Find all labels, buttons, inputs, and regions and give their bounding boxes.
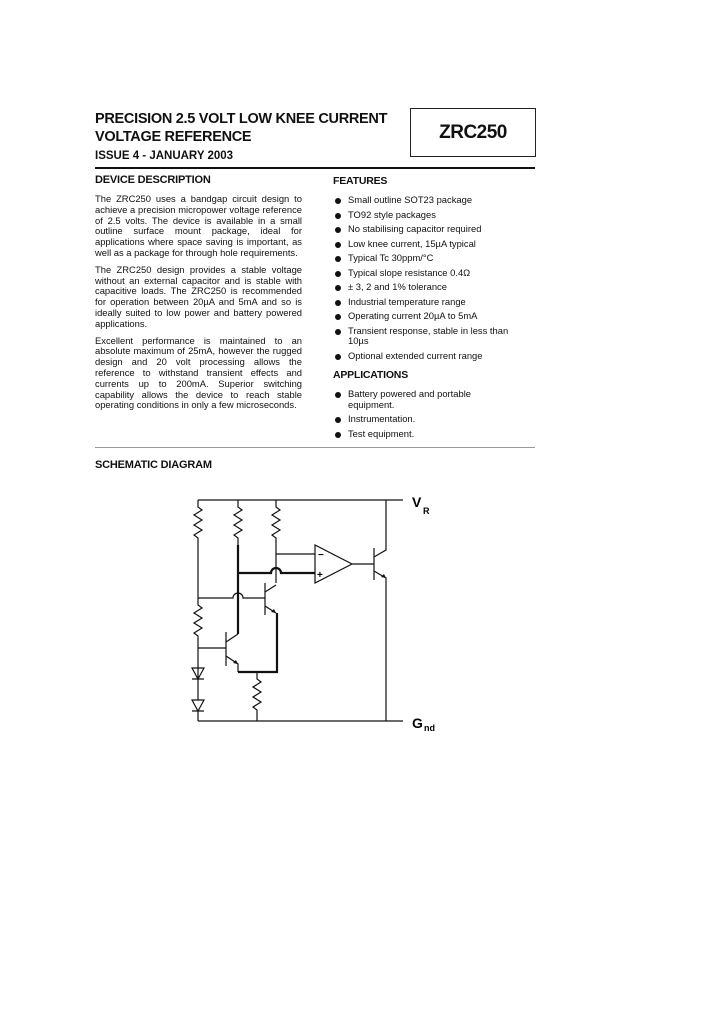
device-description-heading: DEVICE DESCRIPTION	[95, 174, 211, 186]
resistor-r4	[194, 598, 202, 700]
description-paragraph: The ZRC250 design provides a stable voltage without an external capacitor and is stable with capacitive loads. The ZRC250 is recommended for operation between 20µA and 5mA and so is ideally suited to low power and battery powered applications.	[95, 263, 302, 329]
transistor-q1	[198, 632, 238, 672]
opamp-minus: −	[318, 550, 324, 561]
feature-item: No stabilising capacitor required	[333, 224, 538, 235]
feature-item: Typical slope resistance 0.4Ω	[333, 268, 538, 279]
thick-wire-emitters	[238, 613, 277, 672]
feature-item: Operating current 20µA to 5mA	[333, 311, 538, 322]
transistor-q3	[374, 500, 386, 721]
applications-heading: APPLICATIONS	[333, 369, 408, 381]
features-heading: FEATURES	[333, 175, 388, 187]
description-paragraph: Excellent performance is maintained to an absolute maximum of 25mA, however the rugged design and 20 volt processing allows the reference to withstand transient effects and currents up to 200mA. Superior switching capability allows the device to reach stable operating conditions in only a few microseconds.	[95, 334, 302, 411]
feature-item: Industrial temperature range	[333, 297, 538, 308]
schematic-heading: SCHEMATIC DIAGRAM	[95, 459, 212, 471]
resistor-r5	[253, 672, 261, 721]
part-number-box: ZRC250	[410, 108, 536, 157]
feature-item: Optional extended current range	[333, 351, 538, 362]
feature-item: Transient response, stable in less than 10µs	[333, 326, 528, 347]
feature-item: Small outline SOT23 package	[333, 195, 538, 206]
application-item: Battery powered and portable equipment.	[333, 389, 508, 410]
gnd-subscript: nd	[424, 723, 435, 733]
title-line-2: VOLTAGE REFERENCE	[95, 129, 252, 145]
title-line-1: PRECISION 2.5 VOLT LOW KNEE CURRENT	[95, 111, 388, 127]
description-paragraph: The ZRC250 uses a bandgap circuit design to achieve a precision micropower voltage reference of 2.5 volts. The device is available in a small outline surface mount package, ideal for applications where space saving is important, as well as a package for through hole requirements.	[95, 193, 302, 258]
application-item: Test equipment.	[333, 429, 538, 440]
resistor-r1	[194, 500, 202, 598]
feature-item: ± 3, 2 and 1% tolerance	[333, 282, 538, 293]
vr-label: V	[412, 494, 422, 510]
feature-item: TO92 style packages	[333, 210, 538, 221]
issue-date: ISSUE 4 - JANUARY 2003	[95, 150, 234, 162]
opamp-plus: +	[317, 570, 323, 581]
feature-item: Typical Tc 30ppm/°C	[333, 253, 538, 264]
resistor-r2	[234, 500, 242, 545]
gnd-label: G	[412, 715, 423, 731]
application-item: Instrumentation.	[333, 414, 538, 425]
diode-2	[192, 700, 204, 721]
feature-item: Low knee current, 15µA typical	[333, 239, 538, 250]
resistor-r3	[272, 500, 280, 583]
vr-subscript: R	[423, 506, 430, 516]
